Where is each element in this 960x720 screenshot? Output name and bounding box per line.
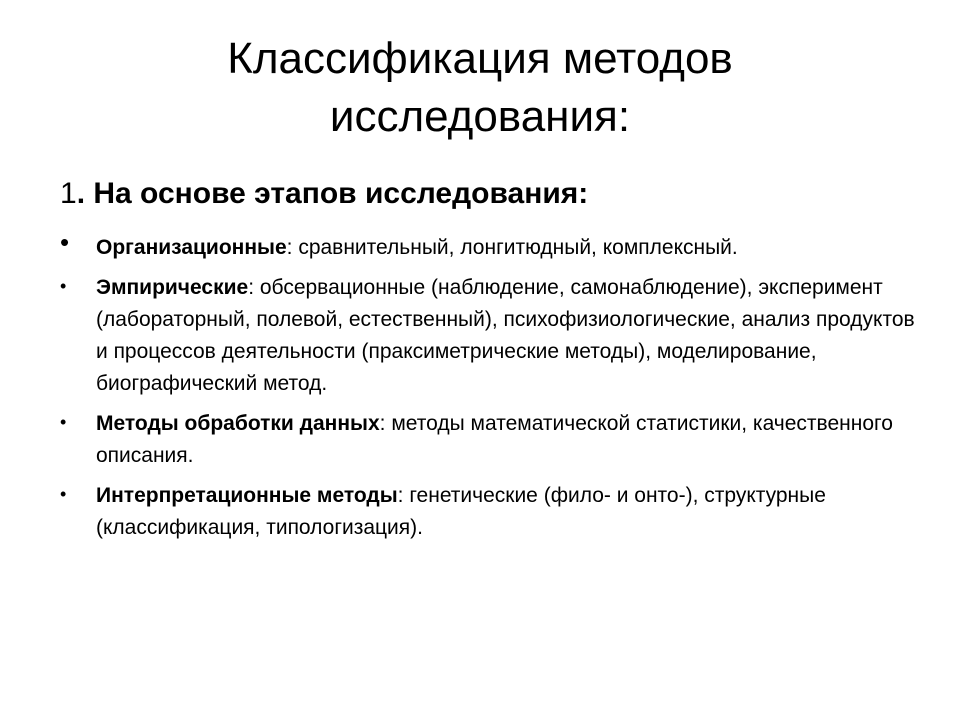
- bullet-list: [60, 227, 920, 552]
- list-item-interpretation: [60, 480, 920, 544]
- list-item-term: Организационные: [96, 236, 287, 259]
- bullet-icon: •: [60, 484, 67, 504]
- list-item-data-processing: [60, 408, 920, 472]
- bullet-icon: •: [60, 412, 67, 432]
- section-heading: [60, 174, 588, 214]
- list-item-term: Интерпретационные методы: [96, 484, 398, 507]
- list-item-term: Методы обработки данных: [96, 412, 380, 435]
- list-item-empirical: [60, 272, 920, 400]
- list-item-text: : обсервационные (наблюдение, самонаблюдение), эксперимент (лабораторный, полевой, естественный), психофизиологические, анализ продуктов и процессов деятельности (праксиметрические методы), моделирование, биографический метод.: [96, 276, 915, 395]
- list-item-text: : генетические (фило- и онто-), структурные (классификация, типологизация).: [96, 484, 826, 539]
- section-heading-text: . На основе этапов исследования:: [76, 177, 589, 210]
- bullet-icon: •: [60, 276, 67, 296]
- slide-title: [0, 30, 960, 146]
- list-item-text: : методы математической статистики, качественного описания.: [96, 412, 893, 467]
- slide-title-line-2: исследования:: [329, 92, 631, 141]
- slide-title-line-1: Классификация методов: [227, 34, 733, 83]
- bullet-icon: •: [60, 227, 70, 257]
- list-item-organizational: [60, 227, 920, 264]
- section-heading-number: 1: [60, 177, 77, 210]
- list-item-term: Эмпирические: [96, 276, 249, 299]
- list-item-text: : сравнительный, лонгитюдный, комплексный.: [286, 236, 738, 259]
